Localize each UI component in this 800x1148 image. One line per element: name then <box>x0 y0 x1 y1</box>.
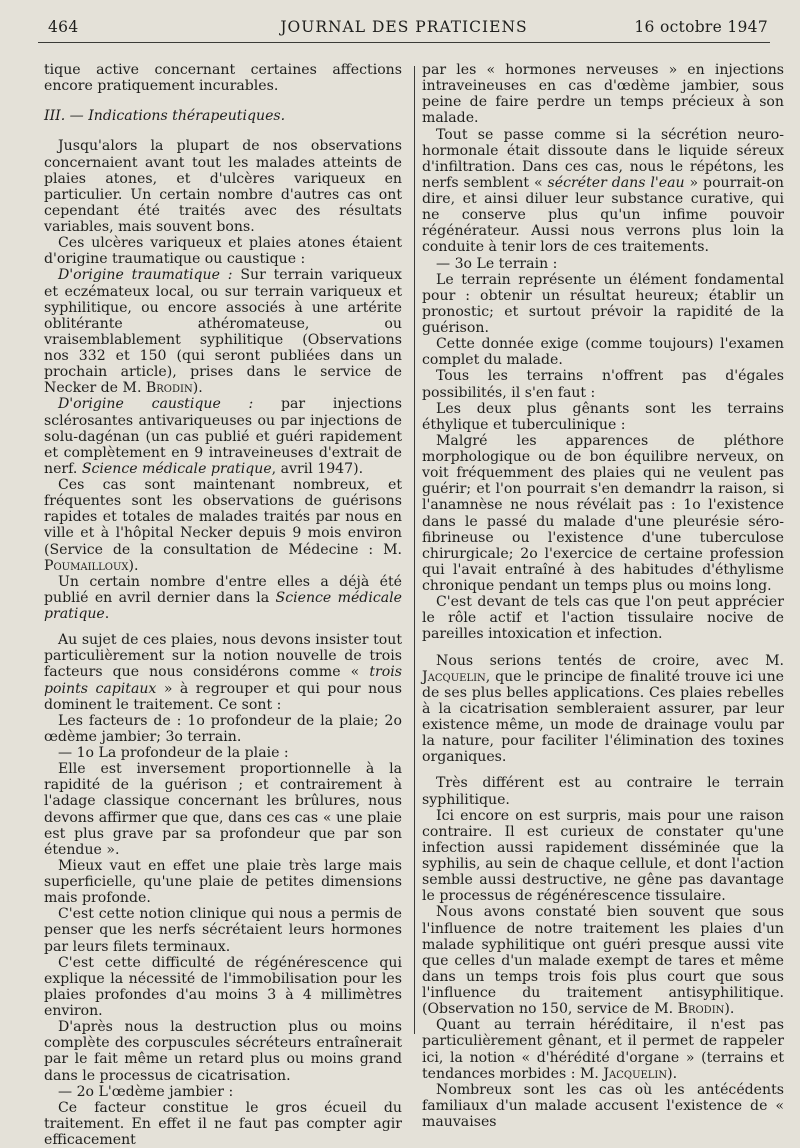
paragraph: D'après nous la destruction plus ou moins complète des corpuscules sécréteurs entraînerait par le fait même un retard plus ou moins grand dans le processus de cicatrisation. <box>44 1019 402 1084</box>
paragraph: C'est cette notion clinique qui nous a permis de penser que les nerfs sécrétaient leurs hormones par leurs filets terminaux. <box>44 906 402 955</box>
subheading: — 3o Le terrain : <box>436 255 558 272</box>
paragraph-text: » pourrait-on dire, et ainsi diluer leur substance curative, qui ne conserve plus qu'un infime pouvoir régénérateur. Aussi nous verrons plus loin la conduite à tenir lors de ces traitements. <box>422 174 785 256</box>
paragraph: C'est devant de tels cas que l'on peut apprécier le rôle actif et l'action tissulaire nocive de pareilles intoxication et infection. <box>422 594 784 643</box>
paragraph: Nombreux sont les cas où les antécédents familiaux d'un malade accusent l'existence de « mauvaises <box>422 1081 784 1130</box>
emphasis: sécréter dans l'eau <box>547 174 685 191</box>
paragraph-text: ). <box>128 557 139 574</box>
paragraph-text: , avril 1947). <box>271 460 364 477</box>
paragraph <box>44 477 402 574</box>
paragraph: tique active concernant certaines affections encore pratiquement incurables. <box>44 62 402 95</box>
author-name: Brodin <box>677 1001 725 1018</box>
emphasis: trois points capitaux <box>44 664 402 697</box>
paragraph: Ces ulcères variqueux et plaies atones étaient d'origine traumatique ou caustique : <box>44 235 402 268</box>
right-column <box>422 62 784 1130</box>
author-name: Jacquelin <box>603 1065 668 1082</box>
paragraph <box>422 904 784 1017</box>
paragraph <box>422 653 784 766</box>
paragraph-lead: D'origine caustique : <box>58 396 254 413</box>
subheading: — 1o La profondeur de la plaie : <box>58 745 289 761</box>
paragraph-text: ). <box>667 1065 678 1082</box>
page-number: 464 <box>48 18 79 36</box>
paragraph: Cette donnée exige (comme toujours) l'examen complet du malade. <box>422 336 784 369</box>
paragraph <box>422 1017 784 1082</box>
paragraph-text: Un certain nombre d'entre elles a déjà été publié en avril dernier dans la <box>44 573 402 606</box>
paragraph <box>44 396 402 477</box>
paragraph: Les facteurs de : 1o profondeur de la plaie; 2o œdème jambier; 3o terrain. <box>44 712 402 745</box>
paragraph-text: ). <box>192 380 203 397</box>
section-heading: III. — Indications thérapeutiques. <box>44 108 286 125</box>
paragraph-text: Nous serions tentés de croire, avec M. <box>436 652 784 669</box>
paragraph-lead: D'origine traumatique : <box>58 267 233 284</box>
journal-reference: Science médicale pratique <box>44 589 402 622</box>
paragraph-text: Sur terrain variqueux et eczémateux local, ou sur terrain variqueux et syphilitique, ou encore associés à une artérite oblitérante athéromateuse, ou vraisemblablement syphilitique (Observations nos 332 et 150 (qui seront publiées dans un prochain article), prises dans le service de Necker de M. <box>44 267 402 397</box>
journal-reference: Science médicale pratique <box>81 460 272 477</box>
paragraph: Jusqu'alors la plupart de nos observations concernaient avant tout les malades atteints de plaies atones, et d'ulcères variqueux en particulier. Un certain nombre d'autres cas ont cependant été traités avec des résultats variables, mais souvent bons. <box>44 138 402 235</box>
paragraph <box>44 574 402 622</box>
column-divider <box>414 66 415 1034</box>
paragraph-text: » à regrouper et qui pour nous dominent le traitement. Ce sont : <box>44 680 402 713</box>
paragraph: Elle est inversement proportionnelle à la rapidité de la guérison ; et contrairement à l'adage classique concernant les brûlures, nous devons affirmer que que, dans ces cas « une plaie est plus grave par sa profondeur que par son étendue ». <box>44 761 402 858</box>
header-rule <box>38 42 770 43</box>
paragraph-text: . <box>104 606 110 622</box>
paragraph <box>44 267 402 396</box>
author-name: Poumailloux <box>44 557 129 574</box>
paragraph: Malgré les apparences de pléthore morphologique ou de bon équilibre nerveux, on voit fréquemment des plaies qui ne veulent pas guérir; et l'on pourrait s'en demandrr la raison, si l'anamnèse ne nous révélait pas : 1o l'existence dans le passé du malade d'une pleurésie séro-fibrineuse ou l'existence d'une tuberculose chirurgicale; 2o l'exercice de certaine profession qui l'avait entraîné à des habitudes d'éthylisme chronique pendant un temps plus ou moins long. <box>422 432 784 594</box>
left-column <box>44 62 402 1148</box>
paragraph-text: Tout se passe comme si la sécrétion neuro-hormonale était dissoute dans le liquide séreux d'infiltration. Dans ces cas, nous le répétons, les nerfs semblent « <box>422 126 784 191</box>
paragraph-text: Quant au terrain héréditaire, il n'est pas particulièrement gênant, et il permet de rappeler ici, la notion « d'hérédité d'organe » (terrains et tendances morbides : M. <box>422 1017 784 1082</box>
paragraph-text: par injections sclérosantes antivariqueuses ou par injections de solu-dagénan (un cas publié et guéri rapidement et complètement en 9 intraveineuses d'extrait de nerf. <box>44 396 402 477</box>
paragraph: Tous les terrains n'offrent pas d'égales possibilités, il s'en faut : <box>422 368 784 401</box>
author-name: Jacquelin <box>422 668 486 685</box>
paragraph: Mieux vaut en effet une plaie très large mais superficielle, qu'une plaie de petites dimensions mais profonde. <box>44 857 402 907</box>
author-name: Brodin <box>145 380 193 397</box>
paragraph-text: Nous avons constaté bien souvent que sous l'influence de notre traitement les plaies d'un malade syphilitique ont guéri presque aussi vite que celles d'un malade exempt de tares et même dans un temps trois fois plus court que sous l'influence du traitement antisyphilitique. (Observation no 150, service de M. <box>422 904 784 1018</box>
subheading: — 2o L'œdème jambier : <box>58 1083 234 1100</box>
paragraph: Le terrain représente un élément fondamental pour : obtenir un résultat heureux; établir un pronostic; et surtout prévoir la rapidité de la guérison. <box>422 271 784 336</box>
paragraph: C'est cette difficulté de régénérescence qui explique la nécessité de l'immobilisation pour les plaies profondes d'au moins 3 à 4 millimètres environ. <box>44 954 402 1019</box>
issue-date: 16 octobre 1947 <box>634 18 768 36</box>
paragraph <box>44 632 402 713</box>
page-header <box>38 14 770 36</box>
paragraph: Très différent est au contraire le terrain syphilitique. <box>422 775 784 808</box>
paragraph: par les « hormones nerveuses » en injections intraveineuses en cas d'œdème jambier, sous peine de faire perdre un temps précieux à son malade. <box>422 62 784 127</box>
paragraph-text: Au sujet de ces plaies, nous devons insister tout particulièrement sur la notion nouvelle de trois facteurs que nous considérons comme « <box>44 632 402 681</box>
paragraph-text: Ces cas sont maintenant nombreux, et fréquentes sont les observations de guérisons rapides et totales de malades traités par nous en ville et à l'hôpital Necker depuis 9 mois environ (Service de la consultation de Médecine : M. <box>44 477 402 558</box>
paragraph-text: , que le principe de finalité trouve ici une de ses plus belles applications. Ces plaies rebelles à la cicatrisation sembleraient assurer, par leur existence même, un mode de drainage voulu par la nature, pour faciliter l'élimination des toxines organiques. <box>422 668 784 766</box>
paragraph: Ici encore on est surpris, mais pour une raison contraire. Il est curieux de constater qu'une infection aussi rapidement disséminée que la syphilis, au sein de chaque cellule, et dont l'action semble aussi destructive, ne gêne pas davantage le processus de régénérescence tissulaire. <box>422 807 784 905</box>
paragraph: Les deux plus gênants sont les terrains éthylique et tuberculinique : <box>422 400 784 433</box>
paragraph <box>422 127 784 256</box>
paragraph: Ce facteur constitue le gros écueil du traitement. En effet il ne faut pas compter agir efficacement <box>44 1099 402 1148</box>
journal-title: JOURNAL DES PRATICIENS <box>280 18 528 36</box>
paragraph-text: ). <box>724 1001 735 1018</box>
